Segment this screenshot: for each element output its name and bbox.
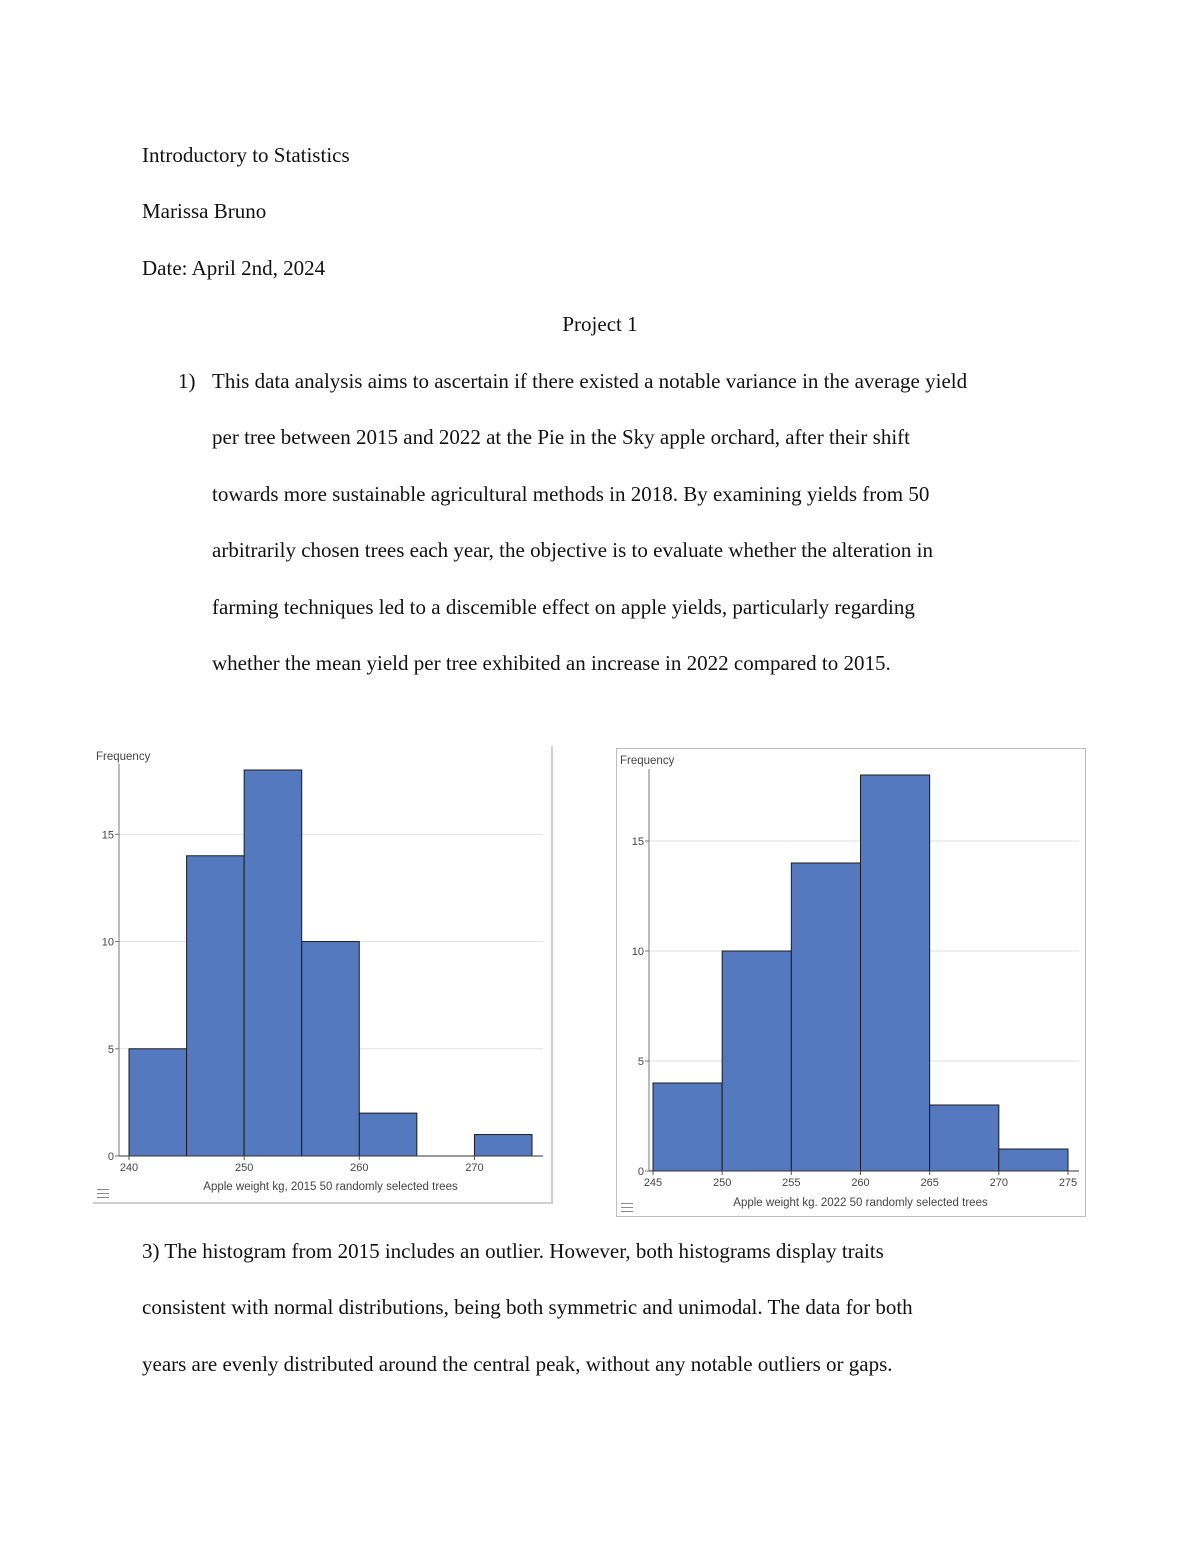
x-tick-label: 275 — [1058, 1177, 1078, 1189]
paragraph-3-line-2: consistent with normal distributions, being both symmetric and unimodal. The data for both — [142, 1295, 913, 1319]
x-tick-label: 255 — [782, 1177, 801, 1189]
y-tick-label: 15 — [631, 836, 644, 848]
paragraph-1-line-5: farming techniques led to a discemible effect on apple yields, particularly regarding — [212, 595, 915, 619]
x-tick-label: 260 — [851, 1177, 870, 1189]
menu-icon[interactable] — [97, 1189, 109, 1199]
paragraph-3-line-3: years are evenly distributed around the central peak, without any notable outliers or gaps. — [142, 1352, 893, 1376]
x-axis-label: Apple weight kg. 2022 50 randomly selected trees — [733, 1197, 988, 1209]
paragraph-1-line-6: whether the mean yield per tree exhibited an increase in 2022 compared to 2015. — [212, 651, 891, 675]
author-name: Marissa Bruno — [142, 199, 267, 223]
course-name: Introductory to Statistics — [142, 143, 350, 167]
y-tick-label: 5 — [107, 1043, 114, 1056]
y-tick-label: 15 — [101, 829, 114, 842]
x-tick-label: 250 — [234, 1162, 254, 1174]
y-tick-label: 5 — [637, 1056, 644, 1068]
y-tick-label: 10 — [101, 936, 114, 949]
paragraph-1-line-4: arbitrarily chosen trees each year, the objective is to evaluate whether the alteration in — [212, 538, 934, 562]
document-date: Date: April 2nd, 2024 — [142, 256, 326, 280]
histogram-2015-svg — [93, 746, 553, 1204]
histogram-bar — [187, 856, 245, 1156]
y-tick-label: 0 — [637, 1166, 644, 1178]
histogram-bar — [359, 1113, 417, 1156]
histogram-bar — [722, 951, 791, 1171]
histogram-2022-svg — [617, 749, 1085, 1216]
paragraph-3-line-1: 3) The histogram from 2015 includes an outlier. However, both histograms display traits — [142, 1239, 884, 1263]
histogram-bar — [302, 942, 360, 1156]
paragraph-1-line-2: per tree between 2015 and 2022 at the Pie in the Sky apple orchard, after their shift — [212, 425, 911, 449]
histogram-bar — [129, 1049, 187, 1156]
y-axis-label: Frequency — [96, 751, 151, 763]
y-tick-label: 10 — [631, 946, 644, 958]
histogram-bar — [653, 1083, 722, 1171]
histogram-bar — [791, 863, 860, 1171]
paragraph-1-line-3: towards more sustainable agricultural methods in 2018. By examining yields from 50 — [212, 482, 930, 506]
histogram-bar — [474, 1135, 532, 1156]
x-tick-label: 260 — [350, 1162, 369, 1174]
x-tick-label: 250 — [712, 1177, 732, 1189]
y-axis-label: Frequency — [620, 755, 675, 767]
x-tick-label: 265 — [920, 1177, 939, 1189]
menu-icon[interactable] — [621, 1203, 633, 1213]
x-tick-label: 270 — [989, 1177, 1009, 1189]
list-number-1: 1) — [178, 369, 196, 393]
histogram-bar — [999, 1149, 1068, 1171]
x-tick-label: 240 — [119, 1162, 139, 1174]
document-title: Project 1 — [562, 312, 638, 336]
y-tick-label: 0 — [107, 1151, 114, 1163]
x-tick-label: 245 — [643, 1177, 663, 1189]
histogram-bar — [930, 1105, 999, 1171]
histogram-bar — [244, 770, 302, 1156]
histogram-2015 — [93, 746, 553, 1204]
x-tick-label: 270 — [465, 1162, 484, 1174]
histogram-2022 — [616, 748, 1086, 1217]
x-axis-label: Apple weight kg, 2015 50 randomly selected trees — [203, 1181, 458, 1193]
paragraph-1-line-1: This data analysis aims to ascertain if there existed a notable variance in the average yield — [212, 369, 968, 393]
histogram-bar — [861, 775, 930, 1171]
